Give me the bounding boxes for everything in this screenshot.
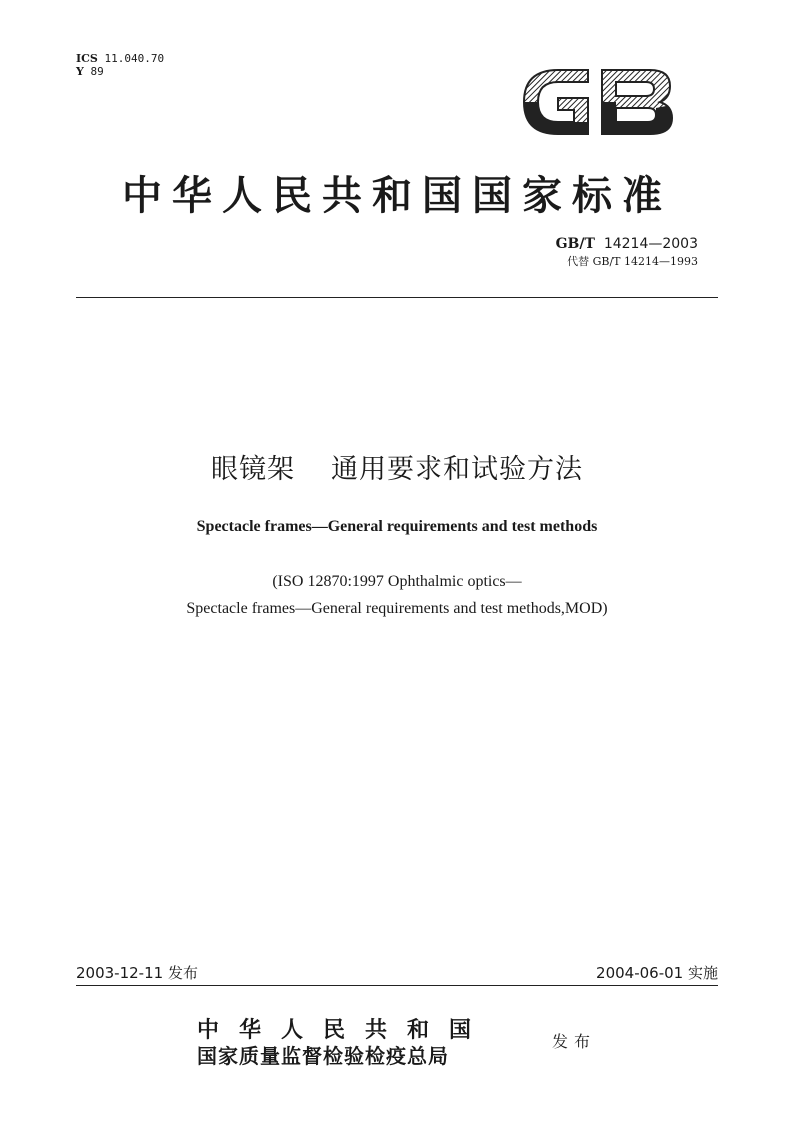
standard-prefix: GB/T	[555, 236, 595, 252]
ccs-code: 89	[90, 65, 104, 78]
ccs-label: Y	[76, 65, 84, 78]
ics-code: 11.040.70	[104, 52, 165, 65]
gb-logo-icon	[518, 62, 678, 142]
chinese-title	[0, 447, 794, 486]
issue-date: 2003-12-11 发布	[76, 964, 198, 982]
standard-number	[556, 236, 698, 252]
english-title: Spectacle frames—General requirements and test methods	[196, 518, 598, 535]
issuer-line1: 中华人民共和国	[197, 1017, 492, 1043]
iso-reference-line1: (ISO 12870:1997 Ophthalmic optics—	[272, 573, 522, 590]
replaces-note: 代替 GB/T 14214—1993	[567, 255, 698, 268]
standard-code: 14214—2003	[603, 236, 698, 252]
publish-label: 发布	[552, 1032, 597, 1051]
chinese-title-part2: 通用要求和试验方法	[331, 454, 583, 485]
ics-line	[76, 52, 164, 65]
ics-label: ICS	[76, 52, 98, 65]
issuing-authority	[197, 1017, 530, 1069]
iso-reference	[0, 568, 794, 622]
bottom-divider	[76, 985, 718, 986]
standard-number-block	[556, 236, 698, 269]
issuer-line2: 国家质量监督检验检疫总局	[197, 1044, 449, 1068]
chinese-title-part1: 眼镜架	[211, 454, 295, 485]
implementation-date: 2004-06-01 实施	[596, 964, 718, 982]
gb-logo-graphic	[518, 62, 678, 142]
ccs-line	[76, 65, 164, 78]
top-divider	[76, 297, 718, 298]
iso-reference-line2: Spectacle frames—General requirements and test methods,MOD)	[186, 600, 608, 617]
classification-block	[76, 52, 164, 78]
national-standard-title: 中华人民共和国国家标准	[122, 172, 672, 219]
